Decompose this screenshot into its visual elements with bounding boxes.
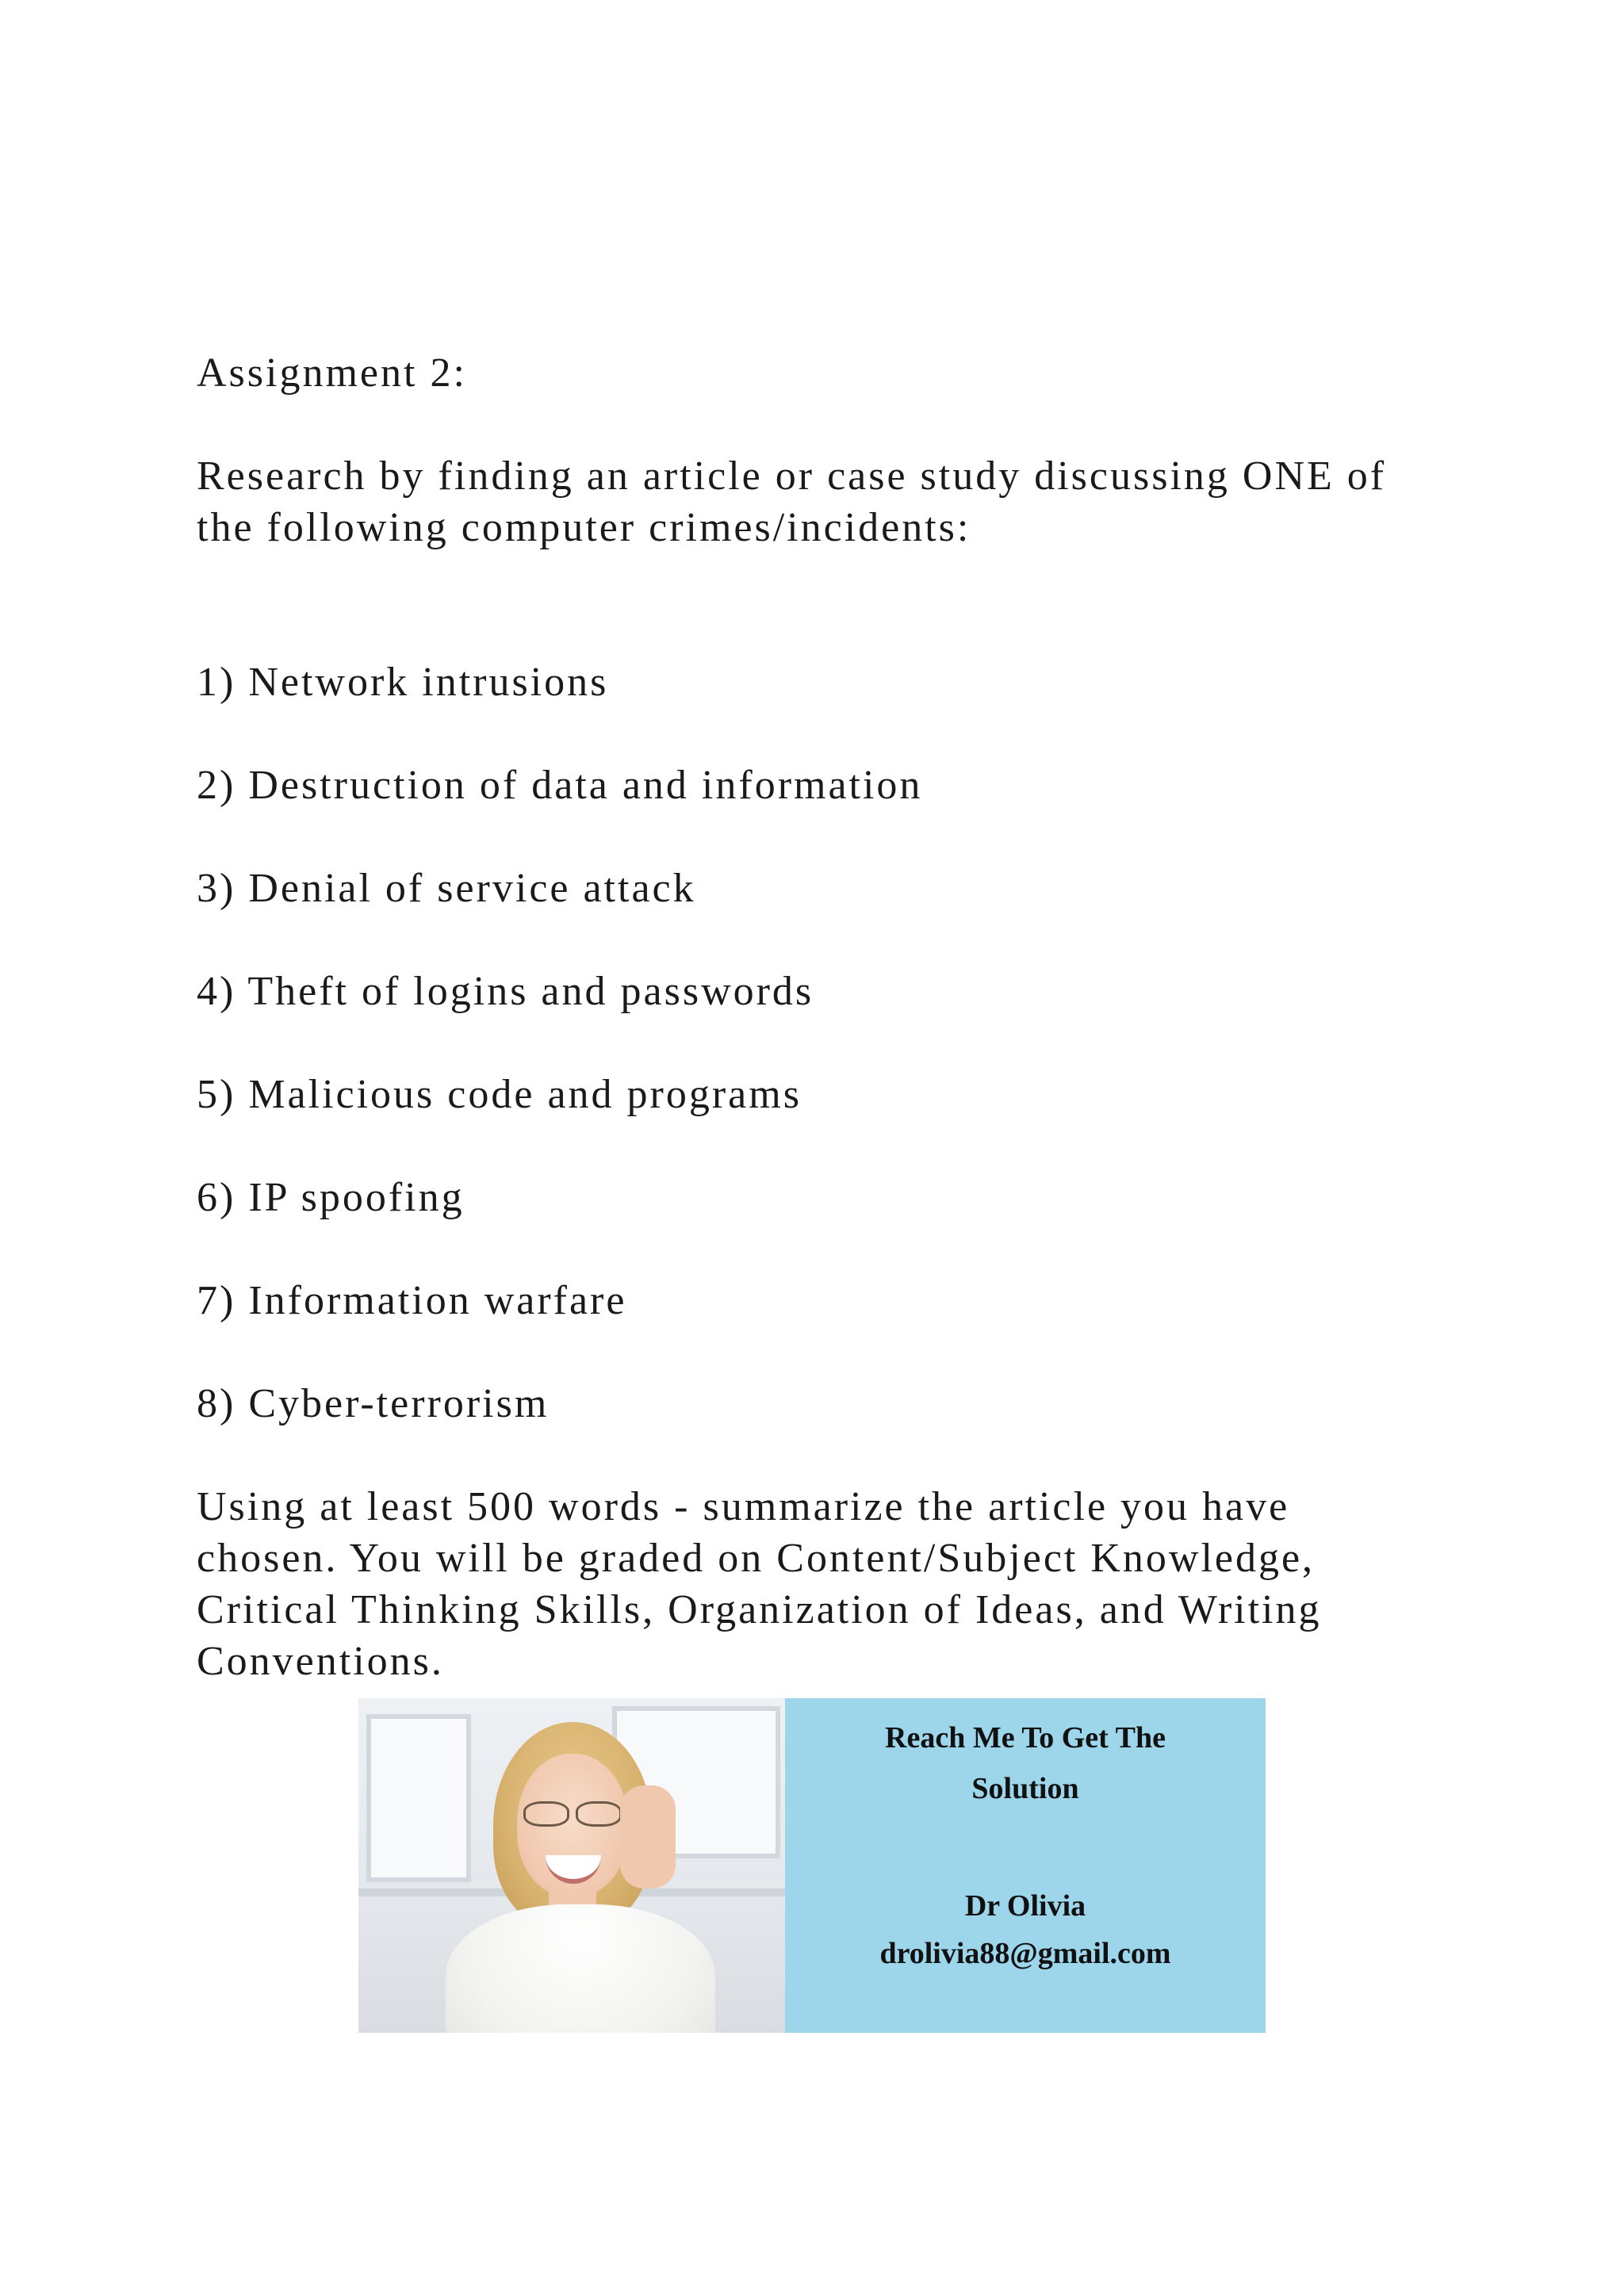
list-item: 1) Network intrusions (197, 660, 609, 705)
list-item: 2) Destruction of data and information (197, 763, 923, 808)
banner-line-2: Solution (971, 1772, 1079, 1805)
assignment-text (197, 347, 1465, 1687)
instruction-line: Using at least 500 words - summarize the article you have (197, 1484, 1290, 1529)
instruction-line: Critical Thinking Skills, Organization of Ideas, and Writing (197, 1587, 1322, 1632)
contact-name: Dr Olivia (964, 1889, 1086, 1923)
contact-email: drolivia88@gmail.com (879, 1937, 1171, 1970)
list-item: 4) Theft of logins and passwords (197, 969, 814, 1014)
contact-banner (358, 1698, 1266, 2033)
list-item: 5) Malicious code and programs (197, 1072, 802, 1117)
contact-info-panel (785, 1698, 1266, 2033)
list-item: 6) IP spoofing (197, 1175, 465, 1220)
instruction-line: Conventions. (197, 1639, 444, 1684)
instruction-line: chosen. You will be graded on Content/Subject Knowledge, (197, 1536, 1316, 1581)
intro-line: the following computer crimes/incidents: (197, 505, 971, 550)
intro-line: Research by finding an article or case study discussing ONE of (197, 453, 1387, 499)
list-item: 8) Cyber-terrorism (197, 1381, 550, 1426)
assignment-instructions (197, 1481, 1465, 1687)
woman-photo (358, 1698, 785, 2033)
assignment-heading: Assignment 2: (197, 350, 467, 396)
list-item: 3) Denial of service attack (197, 866, 696, 911)
banner-line-1: Reach Me To Get The (885, 1721, 1166, 1755)
list-item: 7) Information warfare (197, 1278, 627, 1323)
assignment-intro (197, 450, 1465, 553)
